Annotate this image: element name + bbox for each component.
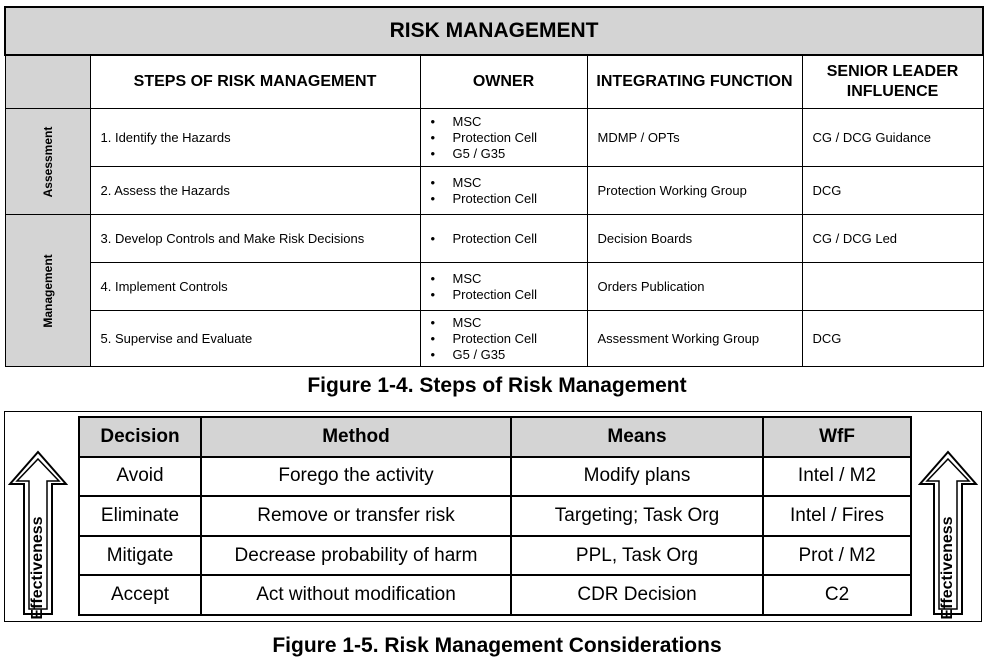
phase-label: Management [40,253,55,328]
decision-cell: Accept [79,575,201,615]
wff-cell: Prot / M2 [763,536,911,576]
owner-list [421,271,587,303]
means-cell: PPL, Task Org [511,536,763,576]
header-decision: Decision [79,417,201,457]
owner-list [421,175,587,207]
table-row [79,536,911,576]
owner-cell [420,215,587,263]
step-cell: 5. Supervise and Evaluate [90,311,420,367]
wff-cell: Intel / M2 [763,457,911,497]
owner-cell [420,167,587,215]
phase-assessment [5,109,90,215]
means-cell: CDR Decision [511,575,763,615]
integrating-cell: Protection Working Group [587,167,802,215]
method-cell: Act without modification [201,575,511,615]
owner-item: • Protection Cell [421,331,587,347]
senior-cell: DCG [802,167,983,215]
header-steps: STEPS OF RISK MANAGEMENT [90,55,420,109]
figure-1-4-caption: Figure 1-4. Steps of Risk Management [307,374,687,397]
owner-item: • Protection Cell [421,287,587,303]
header-integrating-function: INTEGRATING FUNCTION [587,55,802,109]
effectiveness-arrow-right [918,450,978,620]
step-cell: 2. Assess the Hazards [90,167,420,215]
step-cell: 4. Implement Controls [90,263,420,311]
method-cell: Decrease probability of harm [201,536,511,576]
table-row [5,263,983,311]
phase-management [5,215,90,367]
table-title: RISK MANAGEMENT [5,7,983,55]
method-cell: Remove or transfer risk [201,496,511,536]
means-cell: Targeting; Task Org [511,496,763,536]
integrating-cell: Decision Boards [587,215,802,263]
owner-item: • G5 / G35 [421,347,587,363]
integrating-cell: Assessment Working Group [587,311,802,367]
table-row [5,215,983,263]
decision-cell: Eliminate [79,496,201,536]
owner-item: • Protection Cell [421,191,587,207]
wff-cell: C2 [763,575,911,615]
owner-list [421,315,587,363]
header-wff: WfF [763,417,911,457]
table-row [5,311,983,367]
effectiveness-label: Effectiveness [29,516,46,620]
senior-cell: DCG [802,311,983,367]
figure-1-5-caption: Figure 1-5. Risk Management Considerations [272,634,722,657]
senior-cell [802,263,983,311]
effectiveness-label: Effectiveness [939,516,956,620]
integrating-cell: MDMP / OPTs [587,109,802,167]
risk-management-table [4,6,984,367]
table-row [79,457,911,497]
owner-item: • MSC [421,271,587,287]
owner-item: • MSC [421,175,587,191]
owner-cell [420,263,587,311]
means-cell: Modify plans [511,457,763,497]
owner-item: • G5 / G35 [421,146,587,162]
effectiveness-arrow-left [8,450,68,620]
table-row [5,109,983,167]
senior-cell: CG / DCG Guidance [802,109,983,167]
owner-list [421,231,587,247]
decision-cell: Mitigate [79,536,201,576]
header-senior-leader-influence: SENIOR LEADER INFLUENCE [802,55,983,109]
header-corner [5,55,90,109]
header-owner: OWNER [420,55,587,109]
owner-list [421,114,587,162]
senior-cell: CG / DCG Led [802,215,983,263]
owner-item: • MSC [421,114,587,130]
table-row [5,167,983,215]
table-row [79,575,911,615]
step-cell: 3. Develop Controls and Make Risk Decisions [90,215,420,263]
header-method: Method [201,417,511,457]
header-row [79,417,911,457]
table-row [79,496,911,536]
wff-cell: Intel / Fires [763,496,911,536]
method-cell: Forego the activity [201,457,511,497]
risk-considerations-table [78,416,912,616]
owner-item: • Protection Cell [421,231,587,247]
header-means: Means [511,417,763,457]
decision-cell: Avoid [79,457,201,497]
owner-item: • MSC [421,315,587,331]
owner-item: • Protection Cell [421,130,587,146]
owner-cell [420,311,587,367]
step-cell: 1. Identify the Hazards [90,109,420,167]
phase-label: Assessment [40,126,55,197]
owner-cell [420,109,587,167]
integrating-cell: Orders Publication [587,263,802,311]
